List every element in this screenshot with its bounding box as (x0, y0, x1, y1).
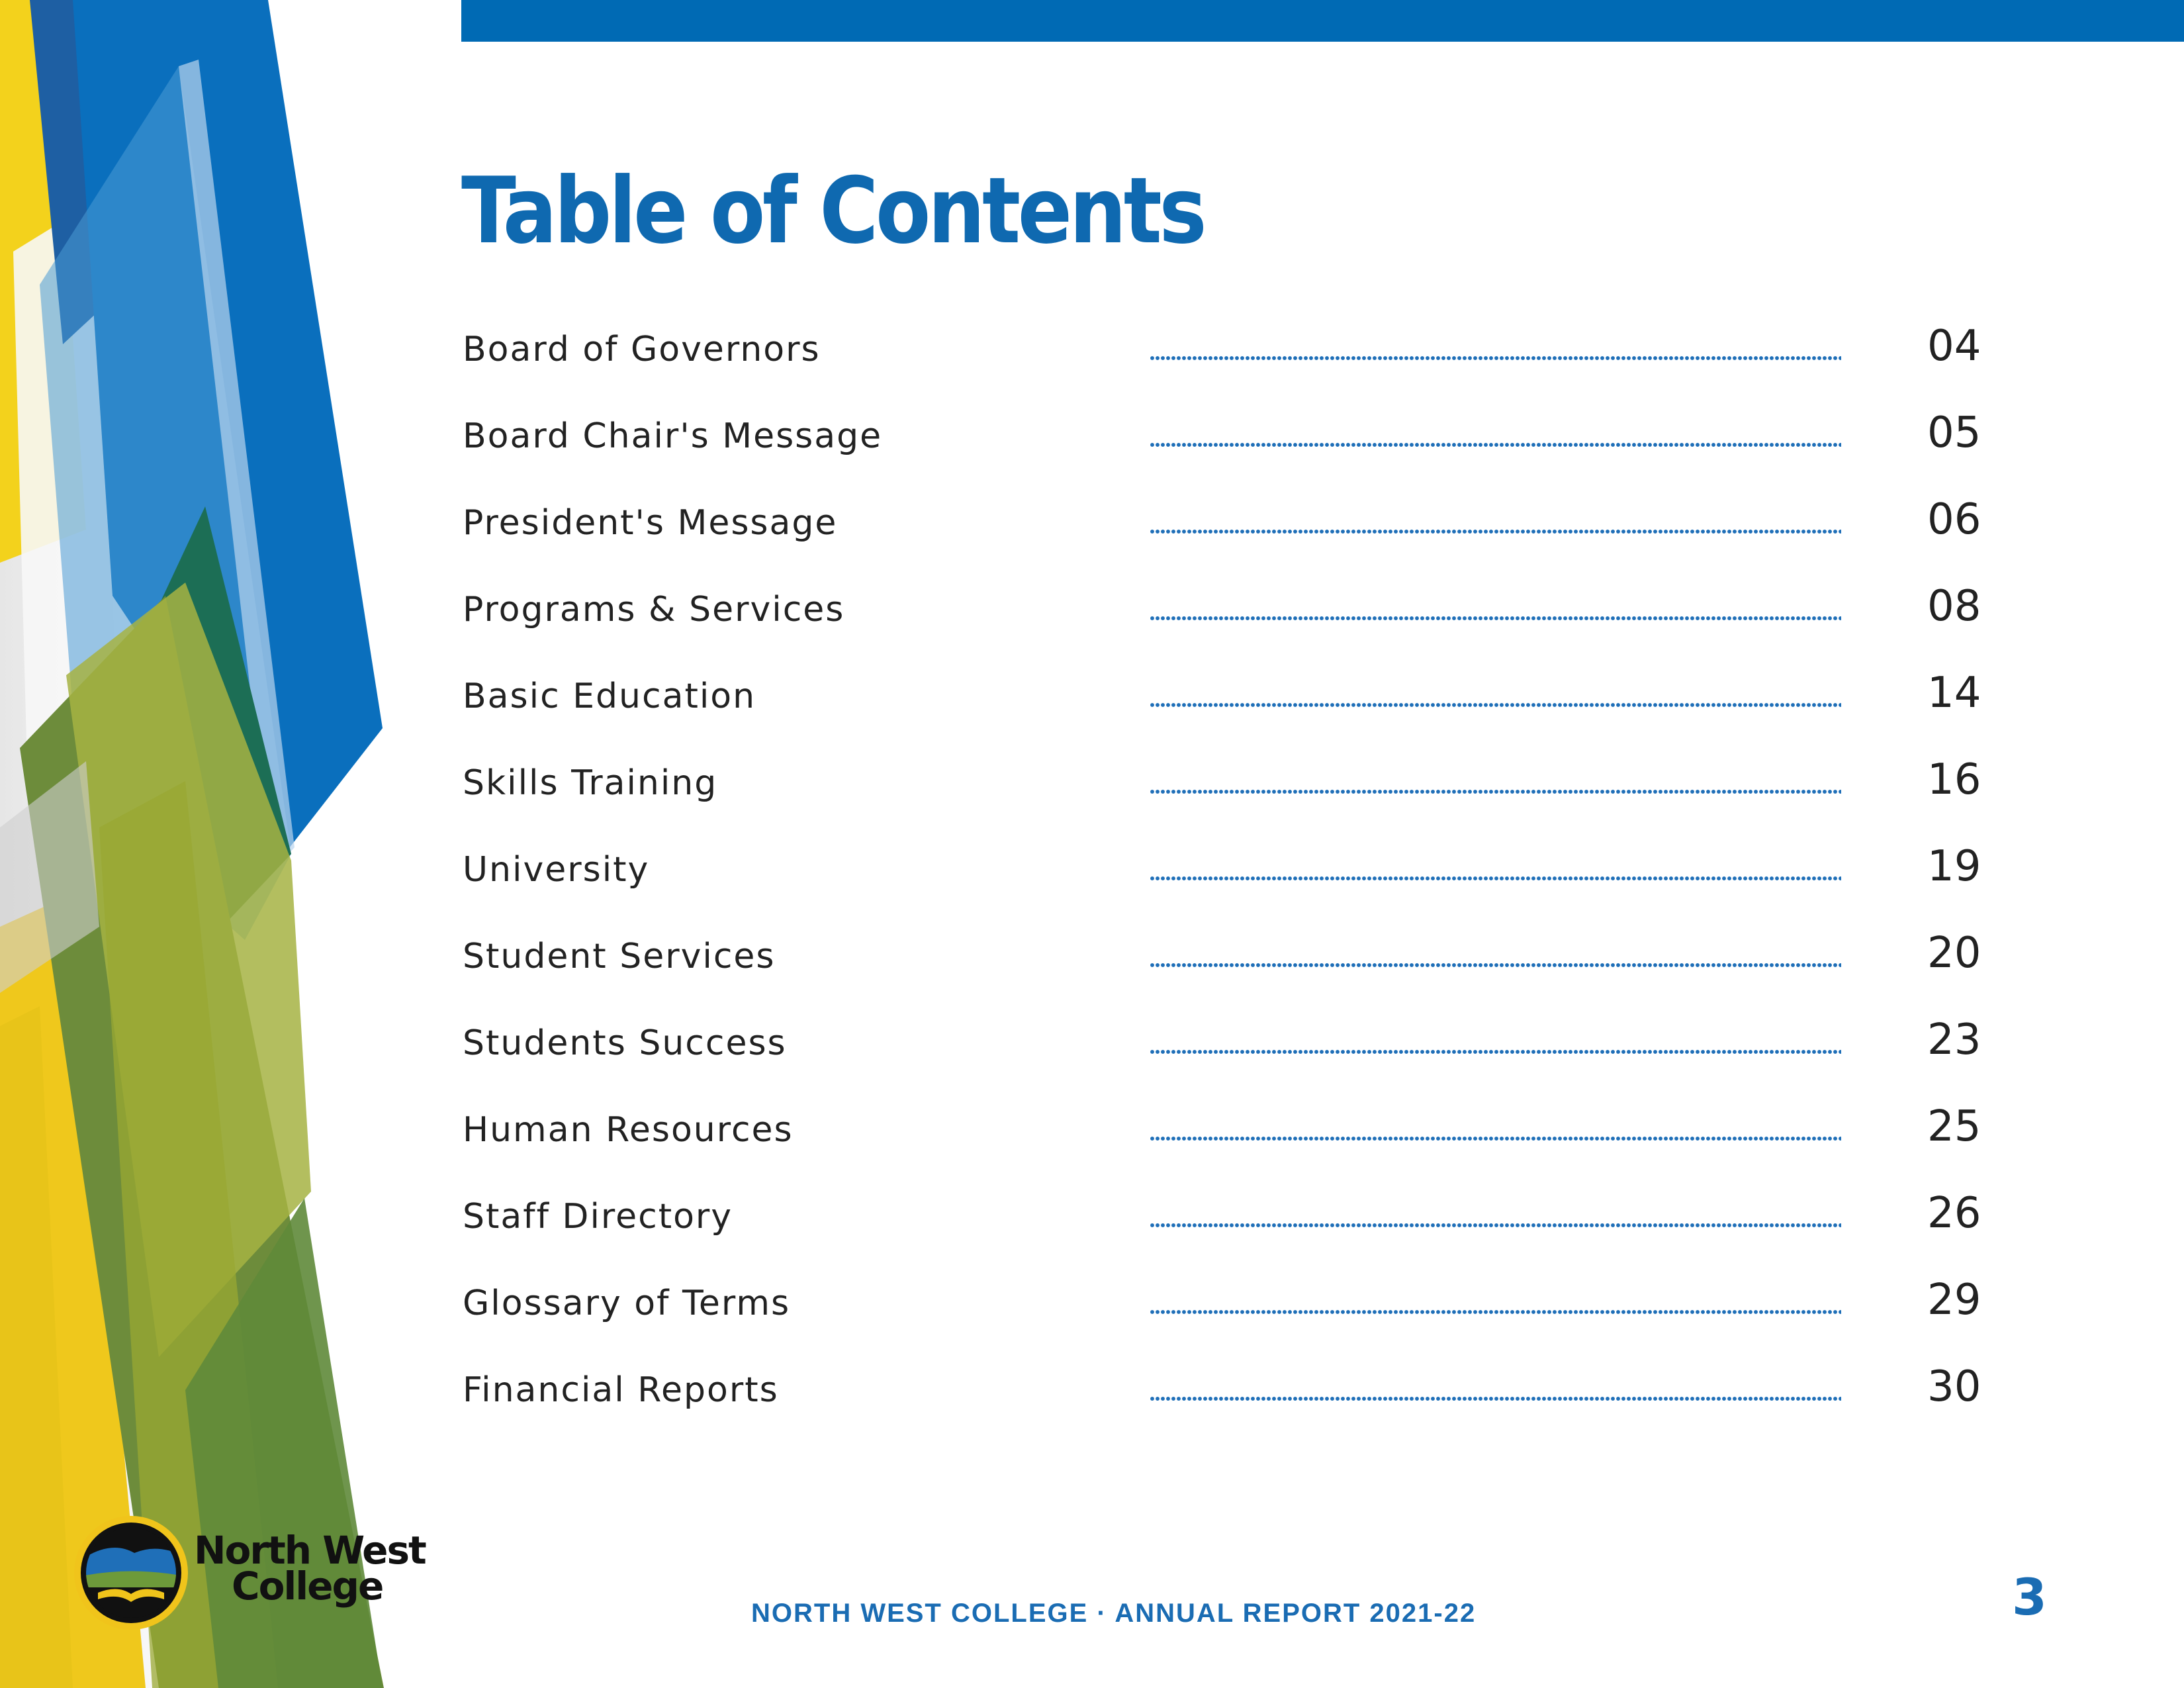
logo-text-line2: College (232, 1564, 383, 1609)
toc-entry[interactable] (461, 491, 1997, 578)
dotted-leader (1150, 1396, 1841, 1401)
toc-entry-page: 20 (1927, 929, 1981, 978)
toc-entry[interactable] (461, 318, 1997, 404)
college-logo (71, 1513, 426, 1632)
toc-entry-label: Staff Directory (463, 1197, 733, 1237)
dotted-leader (1150, 876, 1841, 881)
toc-entry-page: 16 (1927, 755, 1981, 804)
toc-entry-label: University (463, 850, 650, 890)
footer-report-title: NORTH WEST COLLEGE · ANNUAL REPORT 2021-22 (751, 1599, 1477, 1628)
toc-entry-page: 05 (1927, 408, 1981, 457)
toc-entry[interactable] (461, 1358, 1997, 1445)
dotted-leader (1150, 789, 1841, 794)
dotted-leader (1150, 1309, 1841, 1315)
toc-entry[interactable] (461, 925, 1997, 1011)
toc-entry-page: 26 (1927, 1189, 1981, 1238)
toc-entry-page: 04 (1927, 322, 1981, 371)
logo-text-line1: North West (194, 1528, 426, 1573)
college-emblem-icon (71, 1513, 191, 1632)
toc-entry-label: Students Success (463, 1023, 787, 1063)
toc-entry[interactable] (461, 665, 1997, 751)
toc-entry-page: 30 (1927, 1362, 1981, 1411)
toc-entry-label: Basic Education (463, 677, 756, 716)
toc-entry-page: 06 (1927, 495, 1981, 544)
decorative-side-art (0, 0, 397, 1688)
dotted-leader (1150, 529, 1841, 534)
toc-entry[interactable] (461, 578, 1997, 665)
toc-entry[interactable] (461, 1185, 1997, 1272)
toc-entry-page: 25 (1927, 1102, 1981, 1151)
toc-entry[interactable] (461, 1011, 1997, 1098)
toc-entry[interactable] (461, 838, 1997, 925)
dotted-leader (1150, 1136, 1841, 1141)
toc-entry-page: 19 (1927, 842, 1981, 891)
page-number: 3 (2012, 1568, 2047, 1626)
dotted-leader (1150, 355, 1841, 361)
toc-list (461, 318, 1997, 1445)
toc-entry[interactable] (461, 751, 1997, 838)
dotted-leader (1150, 1049, 1841, 1055)
toc-entry-label: Financial Reports (463, 1370, 779, 1410)
toc-entry-label: Student Services (463, 937, 776, 976)
page-title: Table of Contents (461, 158, 1205, 264)
toc-entry-label: Human Resources (463, 1110, 794, 1150)
toc-entry-label: Board Chair's Message (463, 416, 883, 456)
toc-entry-label: Board of Governors (463, 330, 821, 369)
top-accent-bar (461, 0, 2184, 42)
toc-entry-label: Programs & Services (463, 590, 845, 630)
toc-entry-page: 14 (1927, 669, 1981, 718)
dotted-leader (1150, 442, 1841, 447)
dotted-leader (1150, 702, 1841, 708)
toc-entry-label: Skills Training (463, 763, 718, 803)
toc-entry[interactable] (461, 404, 1997, 491)
toc-entry-label: President's Message (463, 503, 838, 543)
toc-entry-label: Glossary of Terms (463, 1284, 791, 1323)
dotted-leader (1150, 962, 1841, 968)
toc-entry-page: 29 (1927, 1276, 1981, 1325)
toc-entry[interactable] (461, 1272, 1997, 1358)
toc-entry-page: 23 (1927, 1015, 1981, 1064)
dotted-leader (1150, 616, 1841, 621)
dotted-leader (1150, 1223, 1841, 1228)
toc-entry-page: 08 (1927, 582, 1981, 631)
toc-entry[interactable] (461, 1098, 1997, 1185)
